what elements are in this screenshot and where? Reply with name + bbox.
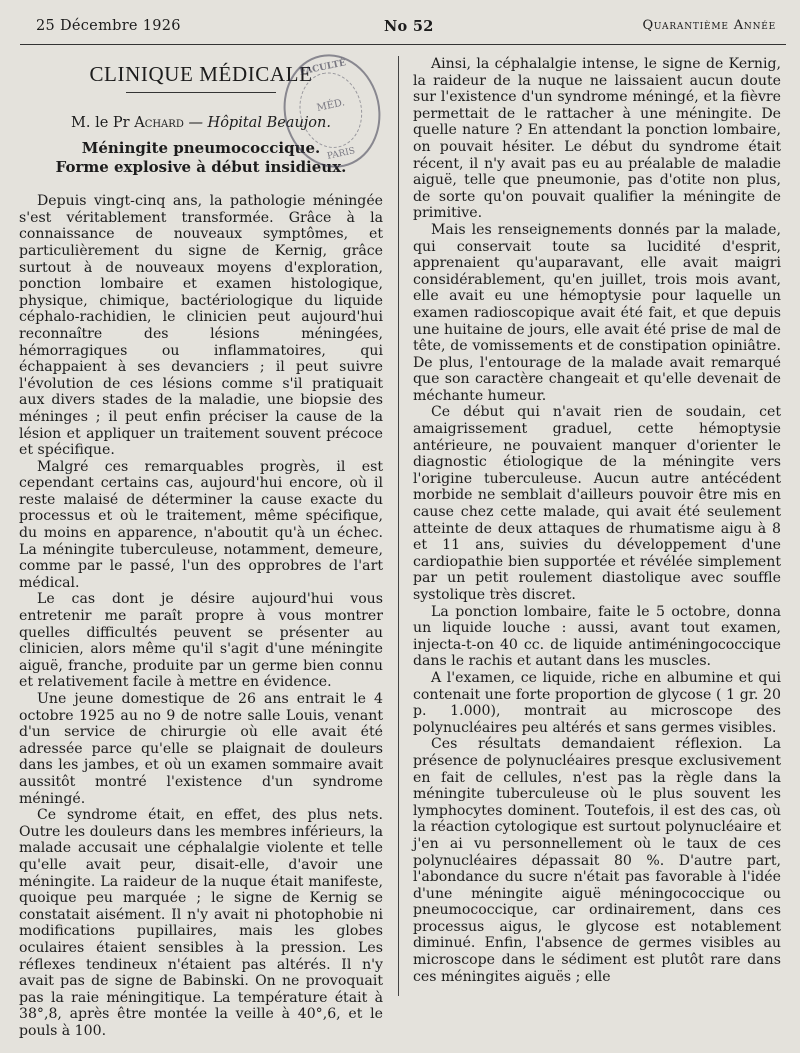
paragraph: Une jeune domestique de 26 ans entrait le 4 octobre 1925 au no 9 de notre salle Louis, venant d'un service de chirurgie où elle avait été adressée parce qu'elle se plaignait de douleurs dans les jambes, et où un examen sommaire avait aussitôt montré l'existence d'un syndrome méningé. (19, 691, 383, 807)
stamp-text-bottom: PARIS (326, 146, 356, 162)
column-divider (398, 56, 399, 996)
paragraph: Depuis vingt-cinq ans, la pathologie méningée s'est véritablement transformée. Grâce à la connaissance de nouveaux symptômes, et particulièrement du signe de Kernig, grâce surtout à de nouveaux moyens d'exploration, ponction lombaire et examen histologique, physique, chimique, bactériologique du liquide céphalo-rachidien, le clinicien peut aujourd'hui reconnaître des lésions méningées, hémorragiques ou inflammatoires, qui échappaient à ses devanciers ; il peut suivre l'évolution de ces lésions comme s'il pratiquait aux divers stades de la maladie, une biopsie des méninges ; il peut enfin préciser la cause de la lésion et appliquer un traitement souvent précoce et spécifique. (19, 193, 383, 459)
paragraph: Ces résultats demandaient réflexion. La présence de polynucléaires presque exclusivement en fait de cellules, n'est pas la règle dans la méningite tuberculeuse où le plus souvent les lymphocytes dominent. Toutefois, il est des cas, où la réaction cytologique est surtout polynucléaire et j'en ai vu personnellement où le taux de ces polynucléaires dépassait 80 %. D'autre part, l'abondance du sucre n'était pas favorable à l'idée d'une méningite aiguë méningococcique ou pneumococcique, car ordinairement, dans ces processus aigus, le glycose est notablement diminué. Enfin, l'absence de germes visibles au microscope dans le sédiment est plutôt rare dans ces méningites aiguës ; elle (413, 736, 781, 985)
stamp-text-middle: MÉD. (315, 97, 346, 114)
article-title-line2: Forme explosive à début insidieux. (55, 158, 347, 177)
running-header (22, 16, 784, 42)
paragraph: La ponction lombaire, faite le 5 octobre, donna un liquide louche : aussi, avant tout examen, injecta-t-on 40 cc. de liquide antiméningococcique dans le rachis et autant dans les muscles. (413, 603, 781, 670)
section-title: CLINIQUE MÉDICALE (89, 62, 313, 86)
paragraph: Malgré ces remarquables progrès, il est cependant certains cas, aujourd'hui encore, où il reste malaisé de déterminer la cause exacte du processus et où le traitement, même spécifique, du moins en apparence, n'aboutit qu'à un échec. La méningite tuberculeuse, notamment, demeure, comme par le passé, l'un des opprobres de l'art médical. (19, 458, 383, 591)
paragraph: Ce début qui n'avait rien de soudain, cet amaigrissement graduel, cette hémoptysie antérieure, ne pouvaient manquer d'orienter le diagnostic étiologique de la méningite vers l'origine tuberculeuse. Aucun autre antécédent morbide ne semblait d'ailleurs pouvoir être mis en cause chez cette malade, qui avait été seulement atteinte de deux attaques de rhumatisme aigu à 8 et 11 ans, suivies du développement d'une cardiopathie bien supportée et révélée simplement par un petit roulement diastolique avec souffle systolique très discret. (413, 404, 781, 603)
right-column (413, 56, 781, 985)
paragraph: A l'examen, ce liquide, riche en albumine et qui contenait une forte proportion de glycose ( 1 gr. 20 p. 1.000), montrait au microscope des polynucléaires peu altérés et sans germes visibles. (413, 669, 781, 736)
paragraph: Le cas dont je désire aujourd'hui vous entretenir me paraît propre à vous montrer quelles difficultés peuvent se présenter au clinicien, alors même qu'il s'agit d'une méningite aiguë, franche, produite par un germe bien connu et relativement facile à mettre en évidence. (19, 591, 383, 691)
paragraph: Ainsi, la céphalalgie intense, le signe de Kernig, la raideur de la nuque ne laissaient aucun doute sur l'existence d'un syndrome méningé, et la fièvre permettait de le rattacher à une méningite. De quelle nature ? En attendant la ponction lombaire, on pouvait hésiter. Le début du syndrome était récent, il n'y avait pas eu au préalable de maladie aiguë, telle que pneumonie, pas d'otite non plus, de sorte qu'on pouvait qualifier la méningite de primitive. (413, 56, 781, 222)
article-title (19, 139, 383, 177)
left-column (19, 56, 383, 1039)
byline-prefix: M. le Pr (71, 114, 130, 131)
byline (19, 115, 383, 132)
header-rule (20, 44, 786, 45)
article-title-line1: Méningite pneumococcique. (81, 139, 321, 158)
issue-date: 25 Décembre 1926 (36, 18, 181, 34)
author-name: Achard (134, 114, 184, 131)
section-title-rule (126, 92, 276, 93)
paragraph: Mais les renseignements donnés par la malade, qui conservait toute sa lucidité d'esprit, apprenaient qu'auparavant, elle avait maigri considérablement, qu'en juillet, trois mois avant, elle avait eu une hémoptysie pour laquelle un examen radioscopique avait été fait, et que depuis une huitaine de jours, elle avait été prise de mal de tête, de vomissements et de constipation opiniâtre. De plus, l'entourage de la malade avait remarqué que son caractère changeait et qu'elle devenait de méchante humeur. (413, 221, 781, 404)
hospital-name: — Hôpital Beaujon. (188, 114, 331, 131)
paragraph: Ce syndrome était, en effet, des plus nets. Outre les douleurs dans les membres inférieurs, la malade accusait une céphalalgie violente et telle qu'elle avait peur, disait-elle, d'avoir une méningite. La raideur de la nuque était manifeste, quoique peu marquée ; le signe de Kernig se constatait aisément. Il n'y avait ni photophobie ni modifications pupillaires, mais les globes oculaires étaient sensibles à la pression. Les réflexes tendineux n'étaient pas altérés. Il n'y avait pas de signe de Babinski. On ne provoquait pas la raie méningitique. La température était à 38°,8, après être montée la veille à 40°,6, et le pouls à 100. (19, 807, 383, 1039)
volume-year: Quarantième Année (642, 18, 776, 33)
stamp-text-top: FACULTÉ (298, 58, 347, 78)
issue-number: No 52 (384, 18, 434, 35)
